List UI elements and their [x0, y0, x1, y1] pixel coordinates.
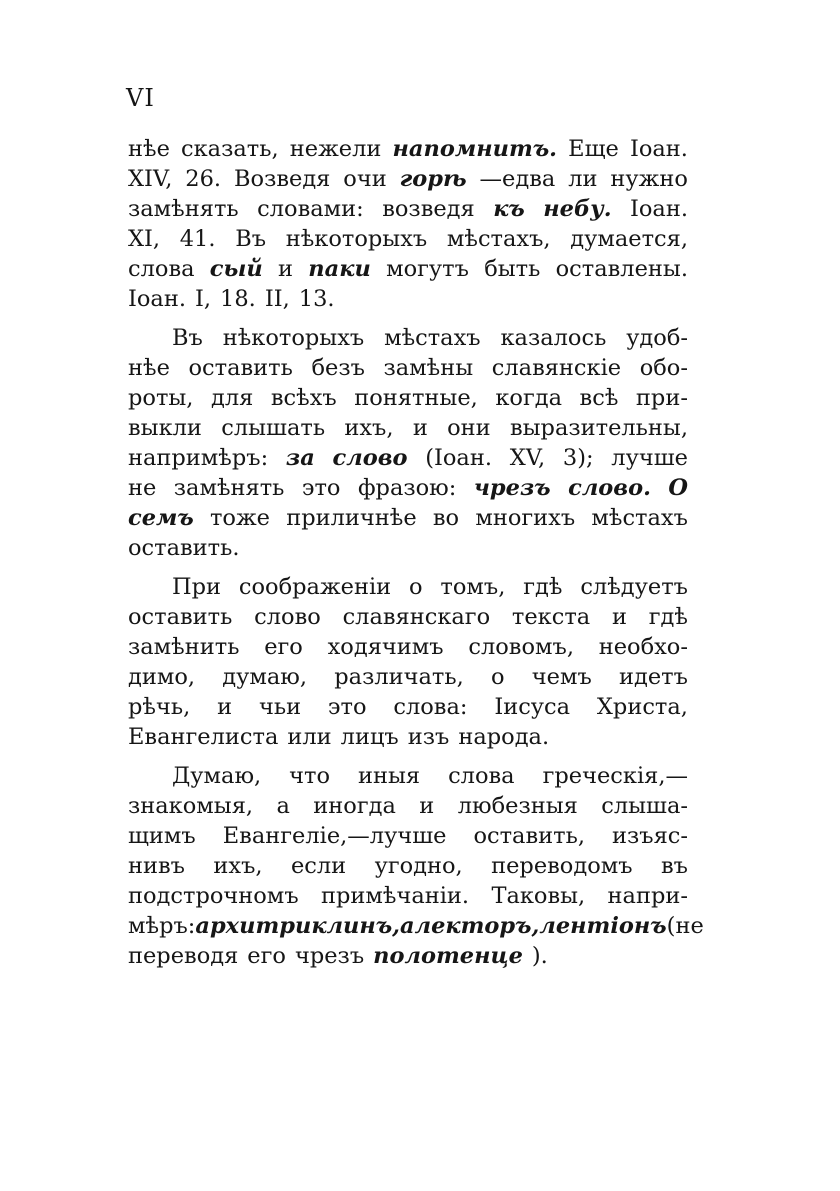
text-line: [128, 791, 688, 821]
text-line: [128, 662, 688, 692]
word: за: [285, 445, 315, 471]
text-line: [128, 761, 688, 791]
word: оставлены.: [555, 256, 688, 282]
word: I,: [195, 286, 212, 312]
text-line: [128, 881, 688, 911]
word: о: [491, 664, 505, 690]
word: ихъ,: [213, 853, 263, 879]
word: чьи: [258, 694, 302, 720]
word: славянскіе: [491, 355, 622, 381]
word: Іоан.: [630, 196, 688, 222]
word: оставить.: [128, 535, 240, 561]
text-line: [128, 443, 688, 473]
word: не: [128, 475, 157, 501]
word: Іисуса: [494, 694, 571, 720]
word: Евангеліе,—лучше: [222, 823, 447, 849]
word: алекторъ,: [400, 913, 540, 939]
word: слово.: [568, 475, 651, 501]
word: димо,: [128, 664, 196, 690]
word: 26.: [185, 166, 222, 192]
text-line: [128, 323, 688, 353]
word: идетъ: [619, 664, 688, 690]
word: и: [278, 256, 294, 282]
word: гдѣ: [523, 574, 563, 600]
word: мѣстахъ,: [446, 226, 551, 252]
paragraph-gap: [128, 563, 688, 572]
text-line: [128, 164, 688, 194]
word: замѣны: [383, 355, 474, 381]
word: О: [668, 475, 688, 501]
word: мѣстахъ: [591, 505, 688, 531]
word: любезныя: [457, 793, 578, 819]
word: роты,: [128, 385, 194, 411]
word: Таковы,: [491, 883, 586, 909]
word: слыша-: [601, 793, 688, 819]
word: нѣе: [128, 355, 170, 381]
word: переводя: [128, 943, 239, 969]
word: томъ,: [440, 574, 506, 600]
word: слова:: [393, 694, 468, 720]
text-line: [128, 851, 688, 881]
word: При: [172, 574, 222, 600]
word: Въ: [172, 325, 203, 351]
page-number: VI: [126, 84, 155, 112]
word: мѣстахъ: [384, 325, 481, 351]
word: гдѣ: [648, 604, 688, 630]
word: во: [432, 505, 460, 531]
word: удоб-: [626, 325, 688, 351]
word: изъяс-: [611, 823, 688, 849]
text-line: [128, 503, 688, 533]
word: (Іоан.: [425, 445, 492, 471]
word: оставить: [188, 355, 293, 381]
word: и: [611, 604, 627, 630]
word: подстрочномъ: [128, 883, 299, 909]
word: семъ: [128, 505, 194, 531]
word: для: [211, 385, 254, 411]
word: слѣдуетъ: [580, 574, 688, 600]
word: его: [247, 943, 286, 969]
word: Іоан.: [128, 286, 186, 312]
word: нѣкоторыхъ: [285, 226, 428, 252]
paragraph: [128, 134, 688, 314]
word: текста: [511, 604, 591, 630]
word: понятные,: [354, 385, 478, 411]
word: всѣхъ: [270, 385, 337, 411]
word: замѣнять: [173, 475, 285, 501]
word: (не: [666, 913, 704, 939]
word: нѣкоторыхъ: [222, 325, 365, 351]
word: безъ: [311, 355, 365, 381]
word: напримѣръ:: [128, 445, 269, 471]
word: слово: [332, 445, 408, 471]
text-line: [128, 383, 688, 413]
word: Христа,: [596, 694, 688, 720]
word: ходячимъ: [327, 634, 444, 660]
word: тоже: [209, 505, 270, 531]
paragraph: [128, 761, 704, 971]
word: необхо-: [598, 634, 688, 660]
word: изъ: [407, 724, 450, 750]
word: приличнѣе: [286, 505, 417, 531]
paragraph: [128, 323, 688, 563]
text-line: [128, 254, 688, 284]
word: Евангелиста: [128, 724, 279, 750]
word: всѣ: [579, 385, 619, 411]
word: нивъ: [128, 853, 185, 879]
word: примѣчаніи.: [320, 883, 470, 909]
word: народа.: [458, 724, 550, 750]
word: архитриклинъ,: [195, 913, 401, 939]
word: 18.: [220, 286, 256, 312]
word: XIV,: [128, 166, 173, 192]
word: или: [287, 724, 332, 750]
word: замѣнять: [128, 196, 239, 222]
word: мѣръ:: [128, 913, 196, 939]
word: ихъ,: [344, 415, 394, 441]
word: оставить: [128, 604, 233, 630]
text-line: [128, 353, 688, 383]
word: чрезъ: [473, 475, 551, 501]
word: 41.: [179, 226, 216, 252]
word: Въ: [235, 226, 267, 252]
word: сый: [209, 256, 263, 282]
word: ).: [531, 943, 548, 969]
word: словомъ,: [468, 634, 574, 660]
word: напомнитъ.: [392, 136, 558, 162]
text-line: [128, 224, 688, 254]
word: —едва: [479, 166, 556, 192]
text-body: [128, 134, 704, 971]
word: оставить,: [473, 823, 585, 849]
word: слышать: [221, 415, 326, 441]
word: знакомыя,: [128, 793, 254, 819]
word: угодно,: [374, 853, 463, 879]
word: слова: [128, 256, 195, 282]
text-line: [128, 941, 688, 971]
word: быть: [484, 256, 541, 282]
word: иныя: [358, 763, 421, 789]
word: если: [290, 853, 347, 879]
word: а: [276, 793, 290, 819]
word: и: [419, 793, 435, 819]
word: греческія,—: [542, 763, 688, 789]
word: обо-: [639, 355, 688, 381]
word: замѣнить: [128, 634, 240, 660]
word: лучше: [611, 445, 688, 471]
text-line: [128, 632, 688, 662]
word: ли: [568, 166, 598, 192]
word: и: [412, 415, 428, 441]
word: 3);: [562, 445, 594, 471]
word: къ: [493, 196, 525, 222]
paragraph: [128, 572, 688, 752]
word: въ: [660, 853, 688, 879]
word: II,: [264, 286, 290, 312]
word: они: [447, 415, 491, 441]
word: лицъ: [340, 724, 399, 750]
word: иногда: [313, 793, 396, 819]
word: очи: [343, 166, 387, 192]
word: это: [327, 694, 367, 720]
word: сказать,: [181, 136, 279, 162]
word: нужно: [610, 166, 688, 192]
word: переводомъ: [491, 853, 633, 879]
word: многихъ: [475, 505, 576, 531]
word: Возведя: [233, 166, 331, 192]
text-line: [128, 473, 688, 503]
word: нежели: [289, 136, 382, 162]
text-line: [128, 821, 688, 851]
word: XI,: [128, 226, 161, 252]
text-line: [128, 533, 688, 563]
text-line: [128, 602, 688, 632]
word: и: [217, 694, 233, 720]
word: выразительны,: [509, 415, 688, 441]
word: казалось: [500, 325, 607, 351]
word: соображеніи: [238, 574, 392, 600]
word: рѣчь,: [128, 694, 191, 720]
word: о: [409, 574, 423, 600]
word: думается,: [570, 226, 688, 252]
text-line: [128, 572, 688, 602]
text-line: [128, 692, 688, 722]
word: Еще: [568, 136, 619, 162]
text-line: [128, 134, 688, 164]
word: думаю,: [222, 664, 308, 690]
text-line: [128, 911, 704, 941]
word: нѣе: [128, 136, 170, 162]
text-line: [128, 722, 688, 752]
word: полотенце: [373, 943, 523, 969]
word: горѣ: [399, 166, 467, 192]
word: его: [264, 634, 303, 660]
word: различать,: [334, 664, 464, 690]
paragraph-gap: [128, 314, 688, 323]
word: могутъ: [386, 256, 469, 282]
word: лентіонъ: [539, 913, 667, 939]
word: чрезъ: [294, 943, 365, 969]
text-line: [128, 413, 688, 443]
word: слово: [254, 604, 321, 630]
word: чемъ: [531, 664, 592, 690]
word: при-: [635, 385, 688, 411]
word: словами:: [257, 196, 364, 222]
word: Думаю,: [172, 763, 262, 789]
word: это: [301, 475, 341, 501]
word: возведя: [382, 196, 475, 222]
word: паки: [308, 256, 371, 282]
word: небу.: [543, 196, 612, 222]
word: выкли: [128, 415, 202, 441]
word: когда: [495, 385, 563, 411]
word: слова: [448, 763, 515, 789]
word: напри-: [607, 883, 688, 909]
word: XV,: [509, 445, 546, 471]
text-line: [128, 284, 688, 314]
word: Іоан.: [629, 136, 688, 162]
word: фразою:: [357, 475, 457, 501]
word: щимъ: [128, 823, 196, 849]
text-line: [128, 194, 688, 224]
word: что: [289, 763, 331, 789]
word: славянскаго: [342, 604, 491, 630]
word: 13.: [298, 286, 335, 312]
paragraph-gap: [128, 752, 688, 761]
